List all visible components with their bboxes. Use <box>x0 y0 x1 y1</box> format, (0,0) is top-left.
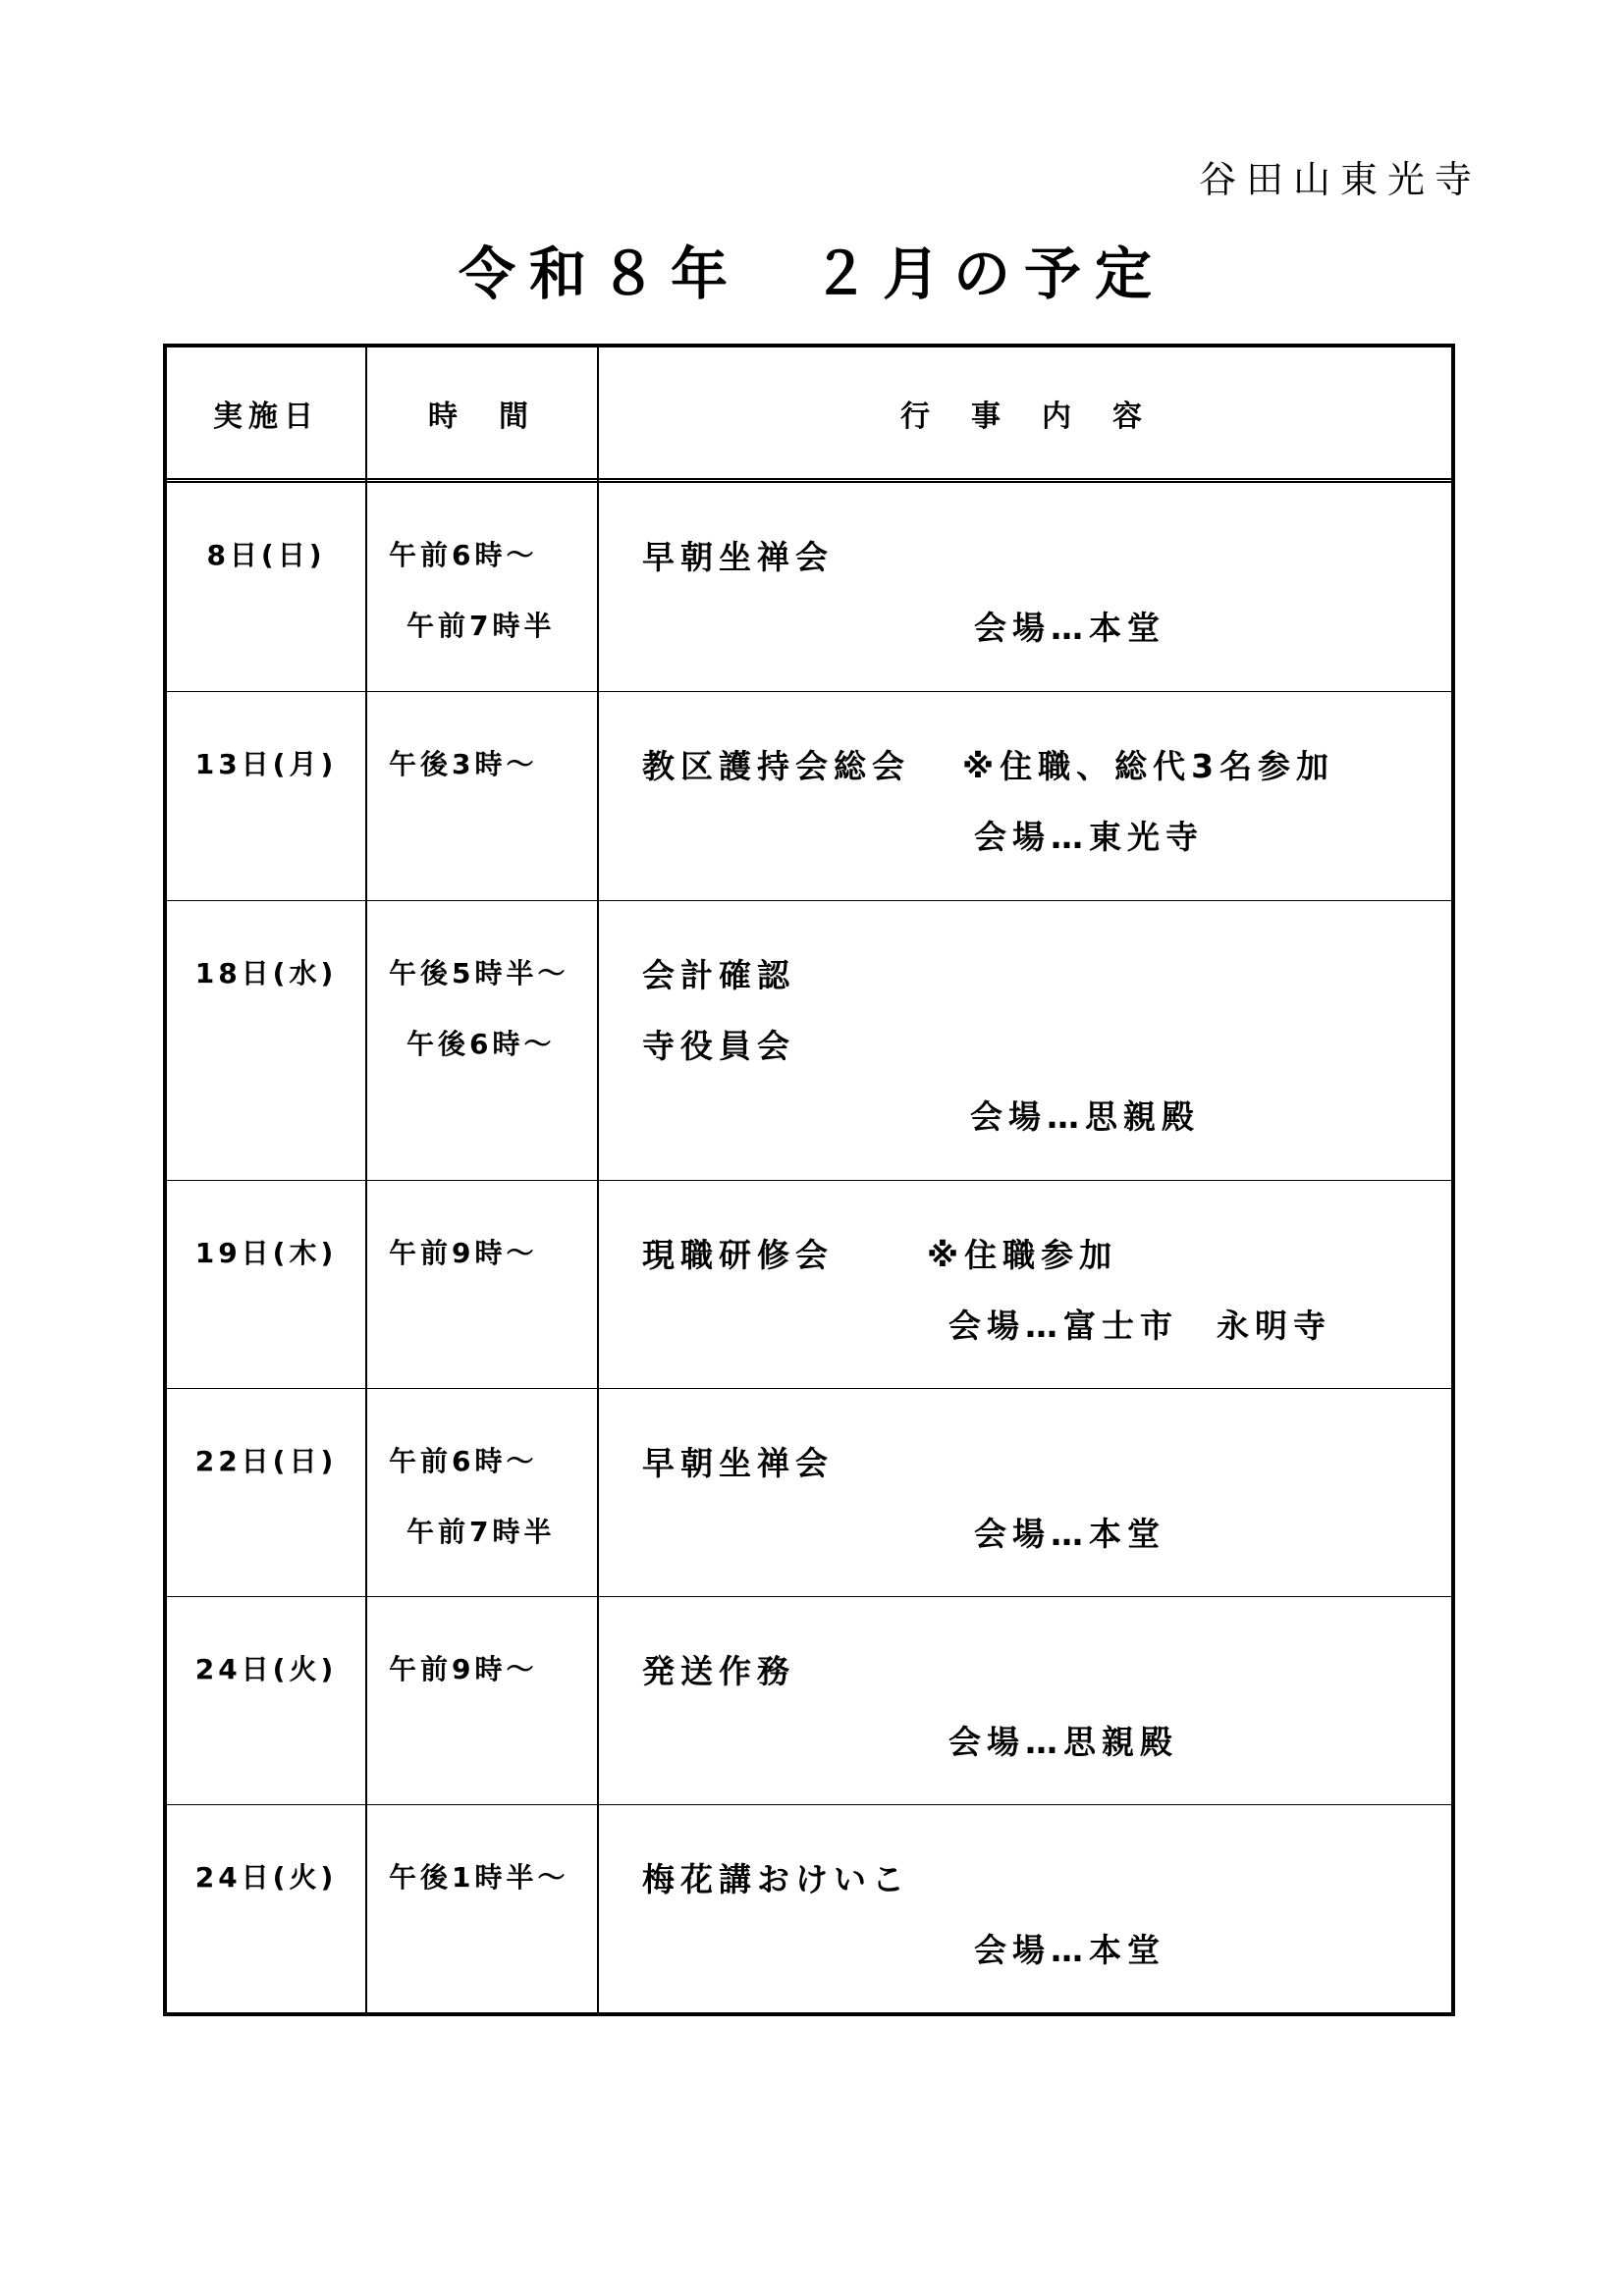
row-time-start: 午前9時～ <box>389 1237 538 1269</box>
row-event: 早朝坐禅会 <box>642 1444 834 1482</box>
row-event: 発送作務 <box>642 1652 795 1690</box>
row-time-start: 午前6時～ <box>389 1445 538 1477</box>
table-row <box>167 901 1451 1181</box>
row-venue: 会場…東光寺 <box>974 818 1204 856</box>
header-event: 行 事 内 容 <box>900 399 1148 434</box>
row-venue: 会場…思親殿 <box>948 1723 1178 1761</box>
row-venue: 会場…本堂 <box>974 1515 1165 1553</box>
row-event: 教区護持会総会 <box>642 747 910 785</box>
row-event: 梅花講おけいこ <box>642 1860 910 1898</box>
row-time-start: 午前9時～ <box>389 1653 538 1685</box>
row-time-start: 午後5時半～ <box>389 957 569 989</box>
row-time-start: 午前6時～ <box>389 539 538 571</box>
row-date: 19日(木) <box>194 1237 338 1269</box>
table-row <box>167 483 1451 692</box>
row-time-end: 午前7時半 <box>406 610 556 642</box>
row-event: 寺役員会 <box>642 1027 795 1065</box>
header-time: 時 間 <box>428 399 534 434</box>
temple-name: 谷田山東光寺 <box>1198 158 1482 201</box>
row-venue: 会場…富士市 永明寺 <box>948 1307 1331 1345</box>
table-row <box>167 1389 1451 1597</box>
header-date: 実施日 <box>213 399 319 434</box>
table-row <box>167 692 1451 901</box>
row-date: 22日(日) <box>194 1445 338 1477</box>
row-venue: 会場…本堂 <box>974 609 1165 647</box>
row-date: 24日(火) <box>194 1861 338 1894</box>
row-time-end: 午前7時半 <box>406 1516 556 1548</box>
row-date: 13日(月) <box>194 748 338 780</box>
row-event: 早朝坐禅会 <box>642 538 834 576</box>
schedule-table <box>163 344 1455 2016</box>
row-note: ※住職、総代3名参加 <box>962 747 1335 785</box>
table-row <box>167 1805 1451 2012</box>
row-time-start: 午後3時～ <box>389 748 538 780</box>
page-title: 令和８年 ２月の予定 <box>458 240 1165 307</box>
row-venue: 会場…本堂 <box>974 1931 1165 1969</box>
row-date: 8日(日) <box>206 539 326 571</box>
row-event: 会計確認 <box>642 956 795 994</box>
row-time-second: 午後6時～ <box>406 1028 556 1060</box>
table-row <box>167 1181 1451 1389</box>
table-header <box>167 347 1451 483</box>
row-date: 18日(水) <box>194 957 338 989</box>
row-note: ※住職参加 <box>927 1236 1118 1274</box>
row-date: 24日(火) <box>194 1653 338 1685</box>
row-event: 現職研修会 <box>642 1236 834 1274</box>
row-time-start: 午後1時半～ <box>389 1861 569 1894</box>
row-venue: 会場…思親殿 <box>970 1097 1200 1136</box>
table-row <box>167 1597 1451 1805</box>
